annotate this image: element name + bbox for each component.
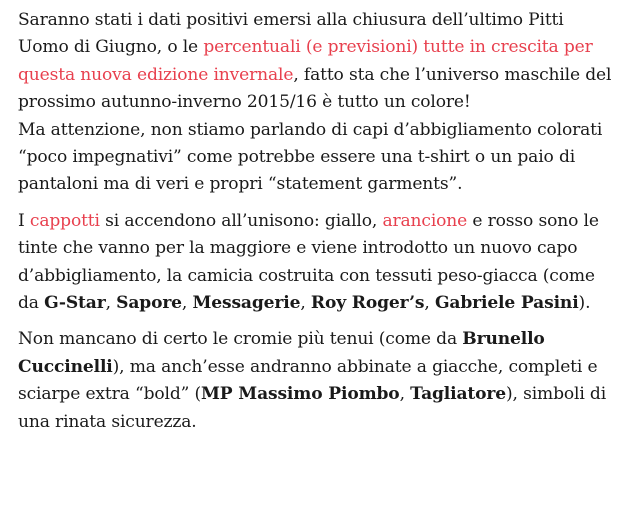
separator: , <box>181 293 193 314</box>
tones-text-end: ), simboli di una rinata sicurezza. <box>18 384 607 432</box>
cappotti-link[interactable]: cappotti <box>29 210 100 231</box>
intro-text-statement: Ma attenzione, non stiamo parlando di capi d’abbigliamento colorati “poco impegnativi” come potrebbe essere una t-shirt o un paio di pantaloni ma di veri e propri “statement garments”. <box>18 119 603 195</box>
colors-text-middle: si accendono all’unisono: giallo, <box>99 210 383 231</box>
paragraph-tones <box>18 326 618 436</box>
brand-sapore: Sapore <box>116 293 182 314</box>
intro-text: Saranno stati i dati positivi emersi alla chiusura dell’ultimo Pitti Uomo di Giugno, o le <box>18 10 564 58</box>
colors-text-start: I <box>18 210 30 231</box>
paragraph-colors <box>18 208 618 318</box>
tones-text-start: Non mancano di certo le cromie più tenui (come da <box>18 329 463 350</box>
brand-mp-massimo-piombo: MP Massimo Piombo <box>201 384 400 405</box>
brand-roy-rogers: Roy Roger’s <box>310 293 425 314</box>
separator: , <box>105 293 117 314</box>
paragraph-intro <box>18 7 618 199</box>
brand-gabriele-pasini: Gabriele Pasini <box>434 293 579 314</box>
intro-text-continued: , fatto sta che l’universo maschile del prossimo autunno-inverno 2015/16 è tutto un colore! <box>18 64 612 113</box>
brand-g-star: G-Star <box>44 293 106 314</box>
colors-text-camicia: e rosso sono le tinte che vanno per la maggiore e viene introdotto un nuovo capo d’abbigliamento, la camicia costruita con tessuti peso-giacca (come da <box>18 210 599 314</box>
colors-text-end: ). <box>578 293 591 314</box>
separator: , <box>300 293 311 314</box>
percentuali-link[interactable]: percentuali (e previsioni) tutte in crescita per questa nuova edizione invernale <box>18 37 593 85</box>
brand-tagliatore: Tagliatore <box>410 384 506 405</box>
separator: , <box>399 384 411 405</box>
brand-brunello-cuccinelli: Brunello Cuccinelli <box>18 329 545 377</box>
separator: , <box>424 293 435 314</box>
brand-messagerie: Messagerie <box>192 293 301 314</box>
tones-text-middle: ), ma anch’esse andranno abbinate a giacche, completi e sciarpe extra “bold” ( <box>18 356 598 405</box>
arancione-link[interactable]: arancione <box>382 210 468 231</box>
article-body <box>18 7 618 436</box>
